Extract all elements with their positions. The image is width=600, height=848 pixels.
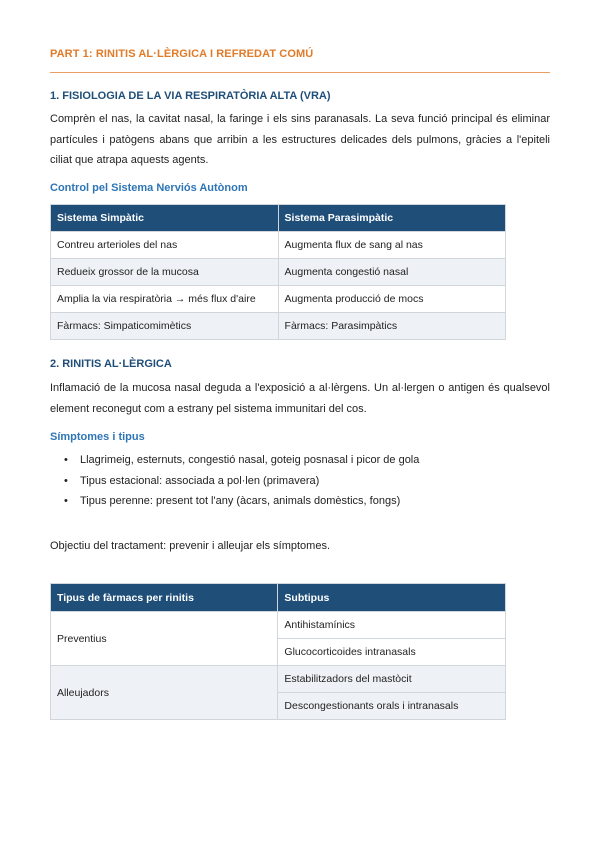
table-row: [51, 612, 506, 639]
symptoms-list: [50, 450, 550, 512]
table-cell: Contreu arterioles del nas: [51, 232, 279, 259]
table-cell: Fàrmacs: Parasimpàtics: [278, 313, 505, 340]
table-cell: Antihistamínics: [278, 612, 506, 639]
table-header-cell: Tipus de fàrmacs per rinitis: [51, 584, 278, 612]
section1-subheading: Control pel Sistema Nerviós Autònom: [50, 182, 248, 194]
section2-heading: 2. RINITIS AL·LÈRGICA: [50, 358, 172, 370]
table-cell: Augmenta flux de sang al nas: [278, 232, 505, 259]
table-cell: Augmenta congestió nasal: [278, 259, 505, 286]
section1-heading: 1. FISIOLOGIA DE LA VIA RESPIRATÒRIA ALTA (VRA): [50, 90, 331, 102]
list-item: • Tipus perenne: present tot l'any (àcars, animals domèstics, fongs): [50, 491, 550, 512]
section2-subheading: Símptomes i tipus: [50, 431, 145, 443]
table-cell: Preventius: [51, 612, 278, 666]
table-cell: Augmenta producció de mocs: [278, 286, 505, 313]
table-row: [51, 286, 506, 313]
autonomic-control-table: [50, 204, 506, 340]
table-header-row: [51, 584, 506, 612]
part-title: PART 1: RINITIS AL·LÈRGICA I REFREDAT COMÚ: [50, 48, 314, 60]
table-header-cell: Sistema Simpàtic: [51, 205, 279, 232]
table-row: [51, 313, 506, 340]
section2-paragraph: Inflamació de la mucosa nasal deguda a l'exposició a al·lèrgens. Un al·lergen o antigen és qualsevol element reconegut com a estrany pel sistema immunitari del cos.: [50, 382, 550, 415]
list-item: • Llagrimeig, esternuts, congestió nasal, goteig posnasal i picor de gola: [50, 450, 550, 471]
treatment-objective: Objectiu del tractament: prevenir i alleujar els símptomes.: [50, 540, 331, 552]
table-cell: Estabilitzadors del mastòcit: [278, 666, 506, 693]
table-header-cell: Subtipus: [278, 584, 506, 612]
list-item: • Tipus estacional: associada a pol·len (primavera): [50, 471, 550, 492]
table-row: [51, 232, 506, 259]
table-cell: Alleujadors: [51, 666, 278, 720]
table-header-row: [51, 205, 506, 232]
table-row: [51, 666, 506, 693]
table-cell: Descongestionants orals i intranasals: [278, 693, 506, 720]
table-header-cell: Sistema Parasimpàtic: [278, 205, 505, 232]
section1-paragraph: Comprèn el nas, la cavitat nasal, la faringe i els sins paranasals. La seva funció principal és eliminar partícules i patògens abans que arribin a les estructures delicades dels pulmons, gràcies a l'epiteli ciliat que atrapa aquests agents.: [50, 113, 550, 166]
table-cell: Amplia la via respiratòria → més flux d'aire: [51, 286, 279, 313]
table-row: [51, 259, 506, 286]
drug-types-table: [50, 583, 506, 720]
table-cell: Glucocorticoides intranasals: [278, 639, 506, 666]
part-title-rule: [50, 72, 550, 73]
table-cell: Fàrmacs: Simpaticomimètics: [51, 313, 279, 340]
table-cell: Redueix grossor de la mucosa: [51, 259, 279, 286]
